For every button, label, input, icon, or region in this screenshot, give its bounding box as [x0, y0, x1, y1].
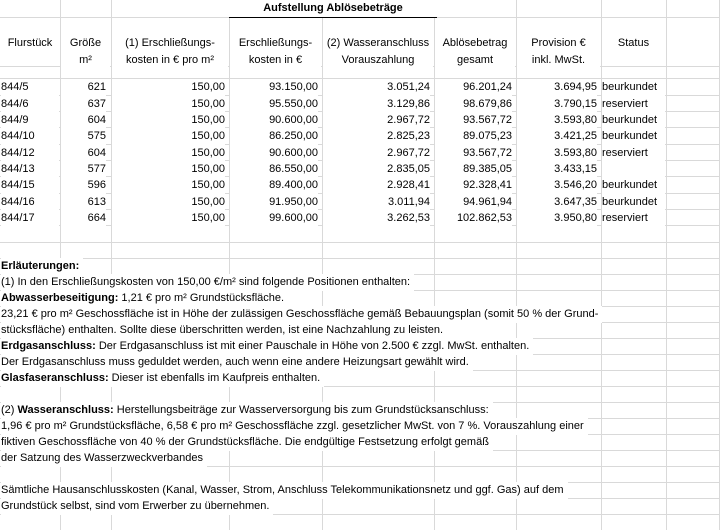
cell-flurstueck: 844/13 [1, 161, 59, 178]
cell-flurstueck: 844/5 [1, 79, 59, 96]
cell-erschliessungskosten: 90.600,00 [230, 112, 318, 129]
cell-erschliessungskosten: 95.550,00 [230, 96, 318, 113]
cell-abloesebetrag: 102.862,53 [435, 210, 512, 227]
header-flurstueck: Flurstück [1, 35, 59, 52]
cell-erschliessungskosten: 86.550,00 [230, 161, 318, 178]
cell-preis-pro-m2: 150,00 [112, 161, 225, 178]
sheet-title: Aufstellung Ablösebeträge [229, 0, 437, 18]
cell-wasseranschluss: 2.967,72 [323, 145, 430, 162]
note-line: der Satzung des Wasserzweckverbandes [1, 450, 207, 467]
cell-flurstueck: 844/10 [1, 128, 59, 145]
cell-groesse: 637 [61, 96, 106, 113]
cell-abloesebetrag: 93.567,72 [435, 112, 512, 129]
note-line-abwasser: Abwasserbeseitigung: 1,21 € pro m² Grundstücksfläche. [1, 290, 288, 307]
header-provision: Provision € inkl. MwSt. [517, 35, 600, 69]
cell-wasseranschluss: 2.835,05 [323, 161, 430, 178]
cell-provision: 3.433,15 [517, 161, 597, 178]
cell-status: beurkundet [602, 194, 665, 211]
cell-erschliessungskosten: 91.950,00 [230, 194, 318, 211]
cell-abloesebetrag: 96.201,24 [435, 79, 512, 96]
header-abloesebetrag: Ablösebetrag gesamt [435, 35, 515, 69]
cell-provision: 3.950,80 [517, 210, 597, 227]
note-line-glasfaser: Glasfaseranschluss: Dieser ist ebenfalls im Kaufpreis enthalten. [1, 370, 324, 387]
note-line: 23,21 € pro m² Geschossfläche ist in Höhe der zulässigen Geschossfläche gemäß Bebauungsplan (somit 50 % der Grund- [1, 306, 602, 323]
cell-provision: 3.694,95 [517, 79, 597, 96]
cell-preis-pro-m2: 150,00 [112, 210, 225, 227]
cell-groesse: 596 [61, 177, 106, 194]
note-line: Grundstück selbst, sind vom Erwerber zu übernehmen. [1, 498, 273, 515]
cell-erschliessungskosten: 93.150,00 [230, 79, 318, 96]
cell-provision: 3.593,80 [517, 112, 597, 129]
cell-preis-pro-m2: 150,00 [112, 177, 225, 194]
cell-status: reserviert [602, 210, 665, 227]
cell-status: reserviert [602, 145, 665, 162]
cell-flurstueck: 844/12 [1, 145, 59, 162]
cell-status: beurkundet [602, 128, 665, 145]
cell-abloesebetrag: 94.961,94 [435, 194, 512, 211]
cell-wasseranschluss: 3.262,53 [323, 210, 430, 227]
cell-flurstueck: 844/16 [1, 194, 59, 211]
cell-provision: 3.593,80 [517, 145, 597, 162]
header-erschliessungskosten: Erschließungs- kosten in € [230, 35, 321, 69]
cell-flurstueck: 844/9 [1, 112, 59, 129]
cell-status: beurkundet [602, 112, 665, 129]
cell-provision: 3.546,20 [517, 177, 597, 194]
cell-provision: 3.647,35 [517, 194, 597, 211]
header-groesse: Größe m² [61, 35, 110, 69]
cell-groesse: 621 [61, 79, 106, 96]
cell-groesse: 604 [61, 145, 106, 162]
cell-wasseranschluss: 2.825,23 [323, 128, 430, 145]
cell-status: reserviert [602, 96, 665, 113]
note-line: fiktiven Geschossfläche von 40 % der Grundstücksfläche. Die endgültige Festsetzung erfolgt gemäß [1, 434, 493, 451]
cell-groesse: 664 [61, 210, 106, 227]
header-wasseranschluss: (2) Wasseranschluss Vorauszahlung [323, 35, 433, 69]
cell-groesse: 613 [61, 194, 106, 211]
note-line: Der Erdgasanschluss muss geduldet werden, auch wenn eine andere Heizungsart gewählt wird. [1, 354, 473, 371]
cell-status: beurkundet [602, 79, 665, 96]
note-line: (1) In den Erschließungskosten von 150,00 €/m² sind folgende Positionen enthalten: [1, 274, 414, 291]
cell-abloesebetrag: 92.328,41 [435, 177, 512, 194]
cell-preis-pro-m2: 150,00 [112, 194, 225, 211]
cell-abloesebetrag: 89.385,05 [435, 161, 512, 178]
cell-wasseranschluss: 3.051,24 [323, 79, 430, 96]
cell-flurstueck: 844/17 [1, 210, 59, 227]
cell-flurstueck: 844/15 [1, 177, 59, 194]
cell-provision: 3.790,15 [517, 96, 597, 113]
cell-abloesebetrag: 89.075,23 [435, 128, 512, 145]
header-erschliessung-pro-m2: (1) Erschließungs- kosten in € pro m² [112, 35, 228, 69]
note-line: 1,96 € pro m² Grundstücksfläche, 6,58 € pro m² Geschossfläche zzgl. gesetzlicher MwSt. von 7 %. Vorauszahlung einer [1, 418, 588, 435]
cell-status: beurkundet [602, 177, 665, 194]
cell-preis-pro-m2: 150,00 [112, 112, 225, 129]
cell-preis-pro-m2: 150,00 [112, 96, 225, 113]
note-line: Sämtliche Hausanschlusskosten (Kanal, Wasser, Strom, Anschluss Telekommunikationsnetz und ggf. Gas) auf dem [1, 482, 568, 499]
cell-erschliessungskosten: 99.600,00 [230, 210, 318, 227]
cell-wasseranschluss: 2.928,41 [323, 177, 430, 194]
cell-erschliessungskosten: 90.600,00 [230, 145, 318, 162]
header-status: Status [602, 35, 665, 52]
cell-erschliessungskosten: 86.250,00 [230, 128, 318, 145]
cell-preis-pro-m2: 150,00 [112, 79, 225, 96]
cell-abloesebetrag: 93.567,72 [435, 145, 512, 162]
cell-provision: 3.421,25 [517, 128, 597, 145]
note-line: stücksfläche) enthalten. Sollte diese überschritten werden, ist eine Nachzahlung zu leisten. [1, 322, 447, 339]
cell-status [602, 161, 665, 178]
cell-wasseranschluss: 2.967,72 [323, 112, 430, 129]
notes-heading: Erläuterungen: [1, 258, 83, 275]
cell-flurstueck: 844/6 [1, 96, 59, 113]
note-line-erdgas: Erdgasanschluss: Der Erdgasanschluss ist mit einer Pauschale in Höhe von 2.500 € zzgl. MwSt. enthalten. [1, 338, 533, 355]
note-line-wasseranschluss: (2) Wasseranschluss: Herstellungsbeiträge zur Wasserversorgung bis zum Grundstücksanschluss: [1, 402, 493, 419]
cell-erschliessungskosten: 89.400,00 [230, 177, 318, 194]
cell-groesse: 604 [61, 112, 106, 129]
cell-preis-pro-m2: 150,00 [112, 145, 225, 162]
cell-wasseranschluss: 3.011,94 [323, 194, 430, 211]
cell-groesse: 577 [61, 161, 106, 178]
cell-wasseranschluss: 3.129,86 [323, 96, 430, 113]
cell-preis-pro-m2: 150,00 [112, 128, 225, 145]
cell-abloesebetrag: 98.679,86 [435, 96, 512, 113]
cell-groesse: 575 [61, 128, 106, 145]
